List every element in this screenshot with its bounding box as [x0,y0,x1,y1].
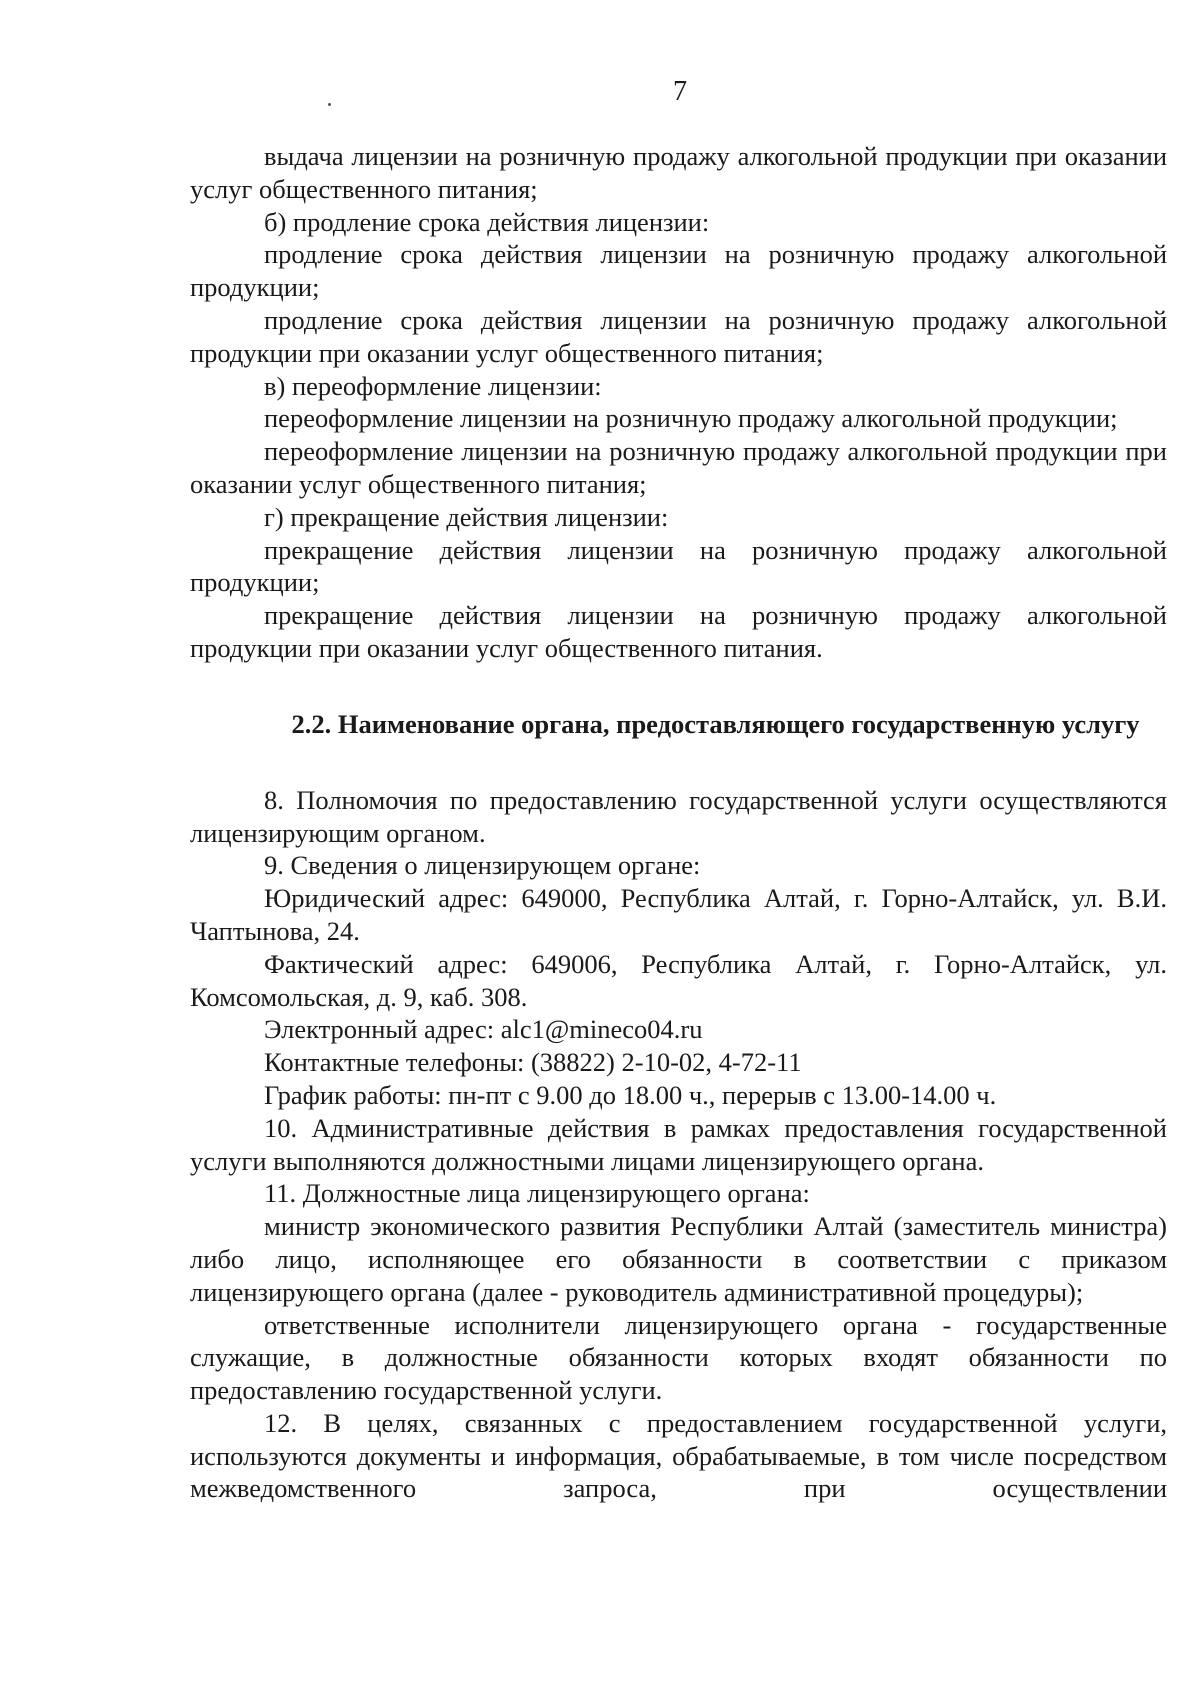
section-g-title: г) прекращение действия лицензии: [264,501,669,532]
scan-speck [328,103,331,106]
work-schedule: График работы: пн-пт с 9.00 до 18.00 ч., перерыв с 13.00-14.00 ч. [264,1079,997,1110]
section-heading-2-2: 2.2. Наименование органа, предоставляющего государственную услугу [291,708,1140,739]
paragraph-9: 9. Сведения о лицензирующем органе: [264,850,701,881]
paragraph-extension-catering: продление срока действия лицензии на розничную продажу алкогольной продукции при оказании услуг общественного питания; [190,304,1167,368]
page-number: 7 [673,76,687,107]
paragraph-8: 8. Полномочия по предоставлению государственной услуги осуществляются лицензирующим органом. [190,784,1167,848]
paragraph-license-issue-catering: выдача лицензии на розничную продажу алкогольной продукции при оказании услуг общественного питания; [190,141,1167,204]
legal-address: Юридический адрес: 649000, Республика Алтай, г. Горно-Алтайск, ул. В.И. Чаптынова, 24. [190,883,1167,946]
paragraph-11: 11. Должностные лица лицензирующего органа: [264,1178,810,1209]
section-b-title: б) продление срока действия лицензии: [264,206,710,237]
paragraph-termination-retail: прекращение действия лицензии на розничную продажу алкогольной продукции; [190,534,1167,598]
paragraph-termination-catering: прекращение действия лицензии на розничную продажу алкогольной продукции при оказании услуг общественного питания. [190,600,1167,663]
email-address: Электронный адрес: alc1@mineco04.ru [264,1014,703,1045]
paragraph-10: 10. Административные действия в рамках предоставления государственной услуги выполняются должностными лицами лицензирующего органа. [190,1112,1167,1176]
contact-phones: Контактные телефоны: (38822) 2-10-02, 4-72-11 [264,1047,802,1078]
document-body [190,140,1167,1505]
paragraph-reissue-catering: переоформление лицензии на розничную продажу алкогольной продукции при оказании услуг общественного питания; [190,436,1167,499]
section-v-title: в) переоформление лицензии: [264,370,602,401]
paragraph-12: 12. В целях, связанных с предоставлением государственной услуги, используются документы и информация, обрабатываемые, в том числе посредством межведомственного запроса, при осуществлении [190,1407,1167,1504]
paragraph-11-minister: министр экономического развития Республики Алтай (заместитель министра) либо лицо, исполняющее его обязанности в соответствии с приказом лицензирующего органа (далее - руководитель административной процедуры); [190,1211,1167,1307]
actual-address: Фактический адрес: 649006, Республика Алтай, г. Горно-Алтайск, ул. Комсомольская, д. 9, каб. 308. [190,948,1167,1012]
paragraph-reissue-retail: переоформление лицензии на розничную продажу алкогольной продукции; [264,403,1118,434]
paragraph-11-executors: ответственные исполнители лицензирующего органа - государственные служащие, в должностные обязанности которых входят обязанности по предоставлению государственной услуги. [190,1309,1167,1406]
paragraph-extension-retail: продление срока действия лицензии на розничную продажу алкогольной продукции; [190,239,1167,303]
